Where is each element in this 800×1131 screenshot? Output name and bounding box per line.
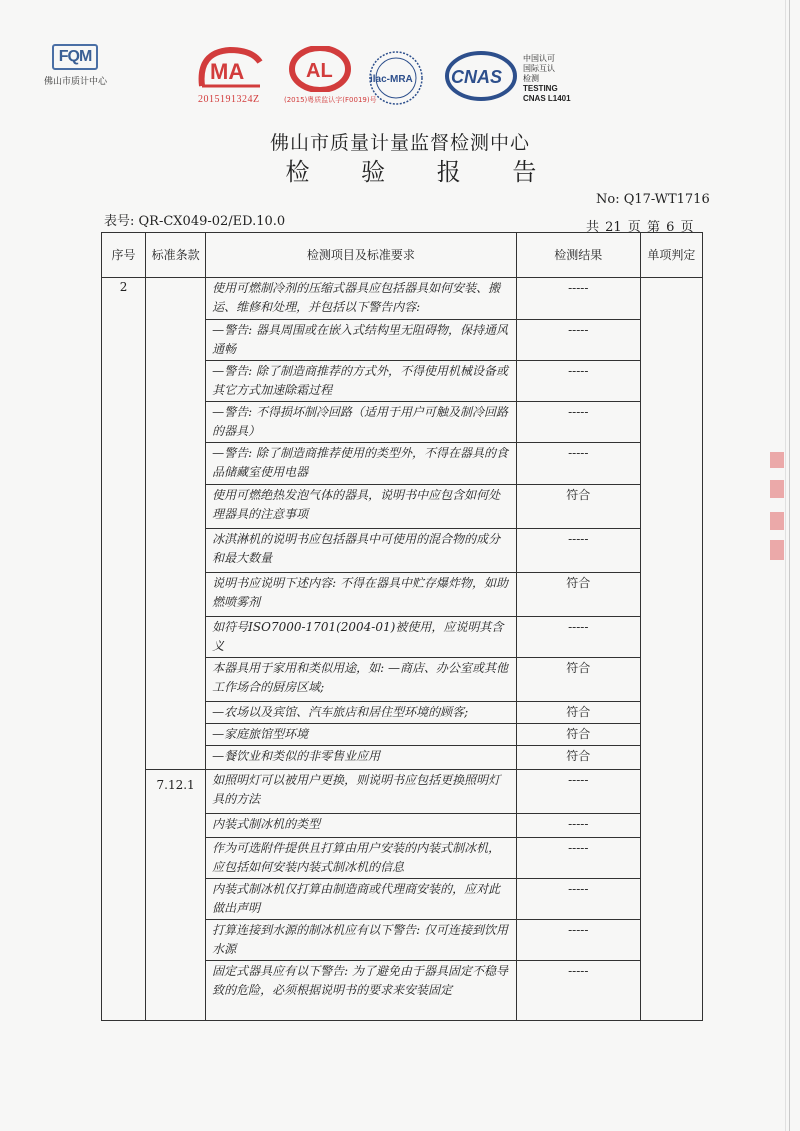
item-cell: 内装式制冰机仅打算由制造商或代理商安装的，应对此做出声明 [206,879,517,920]
result-cell: ----- [516,443,640,485]
item-cell: 打算连接到水源的制冰机应有以下警告: 仅可连接到饮用水源 [206,920,517,961]
item-cell: —警告: 器具周围或在嵌入式结构里无阻碍物，保持通风通畅 [206,320,517,361]
item-cell: 使用可燃制冷剂的压缩式器具应包括器具如何安装、搬运、维修和处理，并包括以下警告内容: [206,278,517,320]
cnas-text-3: 检测 [523,74,539,83]
cnas-code: CNAS L1401 [523,94,571,103]
clause-cell [146,278,206,770]
report-number: No: Q17-WT1716 [596,192,710,207]
result-cell: ----- [516,529,640,573]
result-cell: ----- [516,617,640,658]
table-body [102,278,703,1021]
ilac-mra-icon [366,50,426,106]
table-row [102,278,703,320]
result-cell: ----- [516,361,640,402]
item-cell: 说明书应说明下述内容: 不得在器具中贮存爆炸物，如助燃喷雾剂 [206,573,517,617]
fqm-org-name: 佛山市质计中心 [44,77,108,87]
result-cell: ----- [516,838,640,879]
item-cell: 如符号ISO7000-1701(2004-01)被使用，应说明其含义 [206,617,517,658]
form-number: 表号: QR-CX049-02/ED.10.0 [104,214,286,229]
result-cell: ----- [516,278,640,320]
item-cell: —警告: 除了制造商推荐的方式外，不得使用机械设备或其它方式加速除霜过程 [206,361,517,402]
stamp-mark-4 [770,540,784,560]
cal-seal-icon [288,46,352,92]
cma-seal-icon [196,46,268,92]
result-cell: 符合 [516,746,640,770]
organization-name: 佛山市质量计量监督检测中心 [269,132,530,154]
report-title: 检 验 报 告 [285,158,559,186]
cma-label: MA [210,59,245,84]
header-verdict: 单项判定 [640,233,702,278]
header-result: 检测结果 [516,233,640,278]
cnas-label: CNAS [451,67,503,87]
result-cell: ----- [516,920,640,961]
table-header-row [102,233,703,278]
item-cell: 冰淇淋机的说明书应包括器具中可使用的混合物的成分和最大数量 [206,529,517,573]
header-item: 检测项目及标准要求 [206,233,517,278]
item-cell: —家庭旅馆型环境 [206,724,517,746]
clause-cell: 7.12.1 [146,770,206,1021]
cnas-text-block [523,54,555,84]
item-cell: —警告: 不得损坏制冷回路（适用于用户可触及制冷回路的器具） [206,402,517,443]
result-cell: ----- [516,320,640,361]
cal-label: AL [306,60,333,82]
cnas-text-2: 国际互认 [523,64,555,73]
cnas-text-1: 中国认可 [523,54,555,63]
header-serial: 序号 [102,233,146,278]
stamp-mark-2 [770,480,784,498]
cma-number: 2015191324Z [198,94,260,105]
fqm-logo: FQM [52,44,98,70]
result-cell: 符合 [516,573,640,617]
table-row [102,770,703,814]
item-cell: —农场以及宾馆、汽车旅店和居住型环境的顾客; [206,702,517,724]
result-cell: ----- [516,961,640,1021]
result-cell: 符合 [516,724,640,746]
stamp-mark-3 [770,512,784,530]
cnas-logo-icon [444,50,518,102]
verdict-cell [640,278,702,1021]
header-clause: 标准条款 [146,233,206,278]
inspection-table [101,232,703,1021]
item-cell: —餐饮业和类似的非零售业应用 [206,746,517,770]
result-cell: ----- [516,879,640,920]
item-cell: 内装式制冰机的类型 [206,814,517,838]
serial-number-cell: 2 [102,278,146,1021]
item-cell: 作为可选附件提供且打算由用户安装的内装式制冰机，应包括如何安装内装式制冰机的信息 [206,838,517,879]
page-info: 共 21 页 第 6 页 [586,220,694,235]
stamp-mark-1 [770,452,784,468]
item-cell: 使用可燃绝热发泡气体的器具，说明书中应包含如何处理器具的注意事项 [206,485,517,529]
item-cell: 本器具用于家用和类似用途，如: —商店、办公室或其他工作场合的厨房区域; [206,658,517,702]
item-cell: 固定式器具应有以下警告: 为了避免由于器具固定不稳导致的危险，必须根据说明书的要求来安装固定 [206,961,517,1021]
result-cell: 符合 [516,485,640,529]
cnas-testing: TESTING [523,84,558,93]
result-cell: ----- [516,814,640,838]
cal-number: (2015)粤质监认字(F0019)号 [284,96,377,104]
item-cell: 如照明灯可以被用户更换，则说明书应包括更换照明灯具的方法 [206,770,517,814]
result-cell: ----- [516,770,640,814]
result-cell: 符合 [516,658,640,702]
ilac-label: ilac-MRA [370,74,413,85]
result-cell: ----- [516,402,640,443]
result-cell: 符合 [516,702,640,724]
item-cell: —警告: 除了制造商推荐使用的类型外，不得在器具的食品储藏室使用电器 [206,443,517,485]
